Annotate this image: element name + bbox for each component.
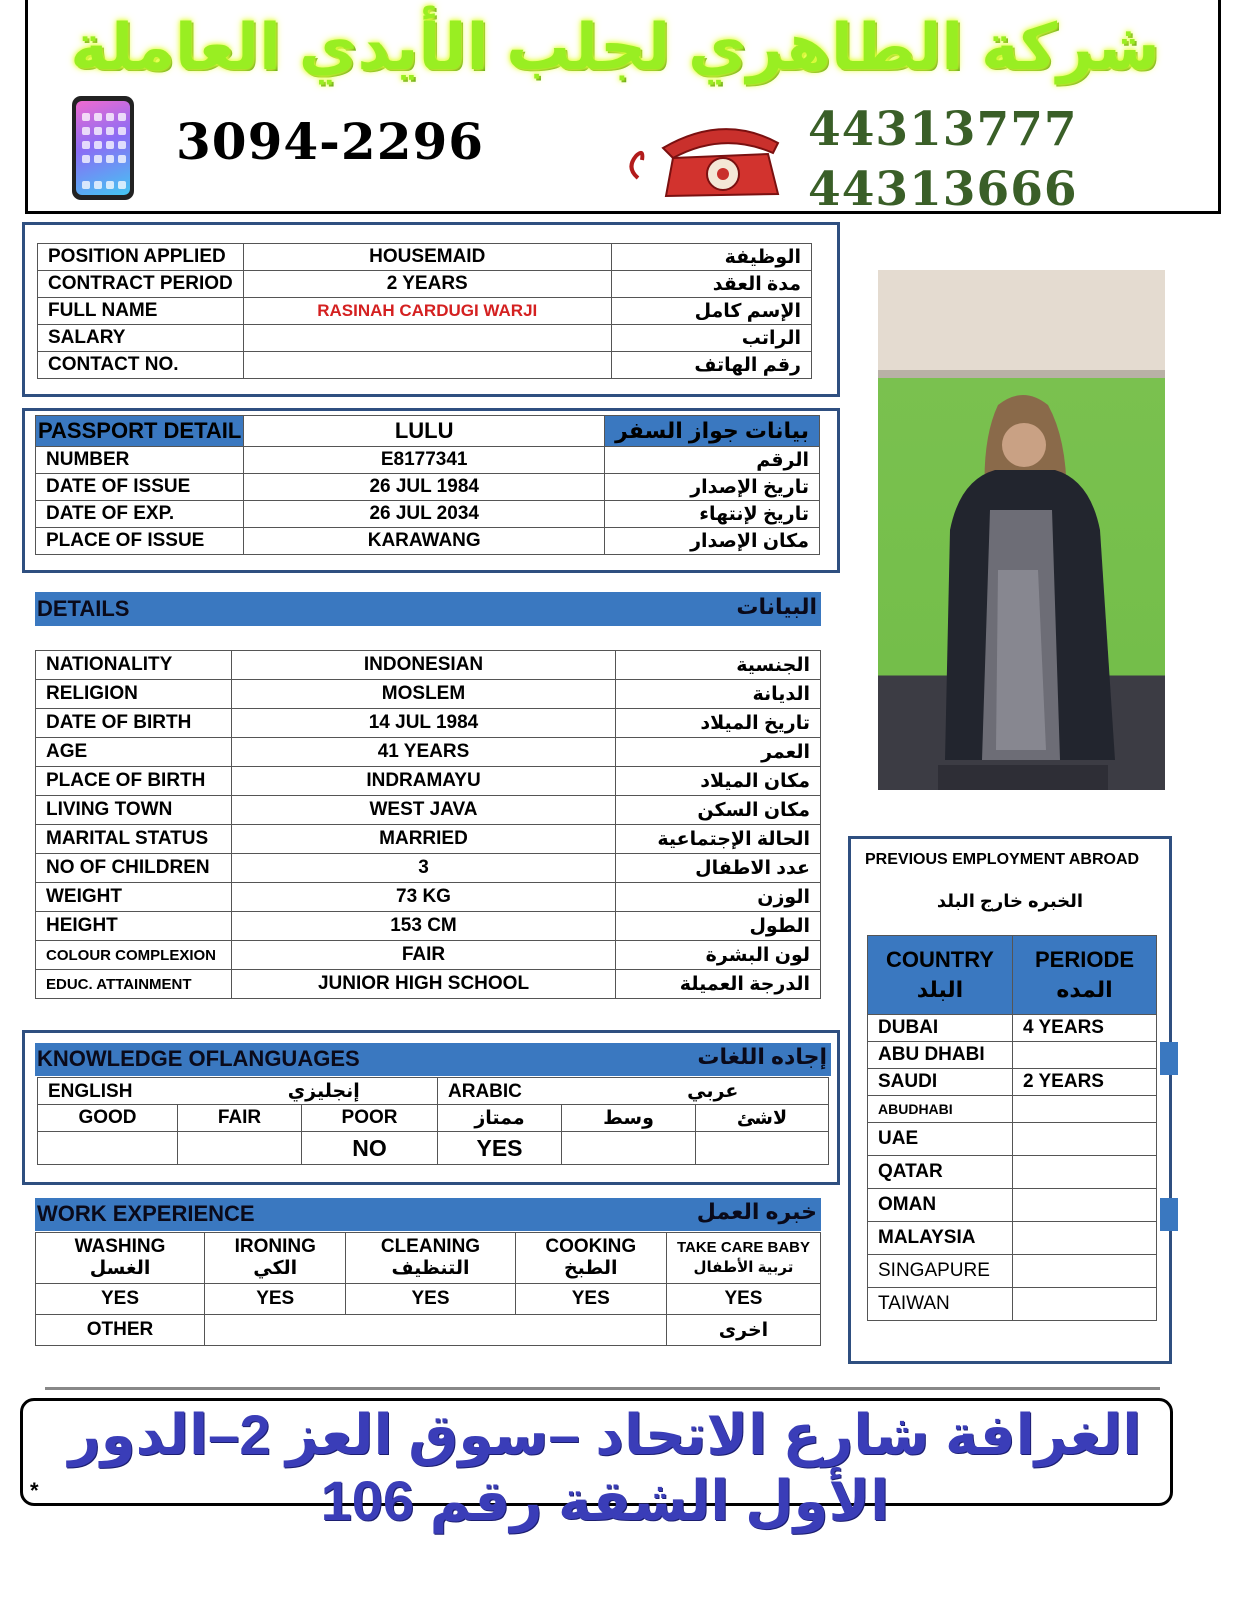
level-good: GOOD — [38, 1105, 178, 1132]
contact-label: CONTACT NO. — [38, 352, 244, 379]
arabic-none-value — [696, 1132, 829, 1165]
mobile-phone-icon — [72, 96, 134, 200]
skill-label: COOKING — [545, 1236, 637, 1257]
table-row — [36, 651, 821, 680]
pob-label: PLACE OF BIRTH — [36, 767, 232, 796]
application-box — [22, 222, 840, 397]
full-name-value: RASINAH CARDUGI WARJI — [243, 298, 611, 325]
pob-label-ar: مكان الميلاد — [616, 767, 821, 796]
skill-label-ar: الغسل — [89, 1258, 151, 1279]
passport-box — [22, 408, 840, 573]
table-row — [38, 244, 812, 271]
passport-table — [35, 415, 820, 555]
education-label-ar: الدرجة العميلة — [616, 970, 821, 999]
skill-label: CLEANING — [380, 1236, 481, 1257]
passport-title: PASSPORT DETAIL — [36, 416, 244, 447]
other-row — [36, 1315, 821, 1346]
weight-label-ar: الوزن — [616, 883, 821, 912]
table-row — [868, 1069, 1157, 1096]
details-title-ar: البيانات — [736, 594, 817, 619]
table-row — [38, 325, 812, 352]
table-row — [36, 825, 821, 854]
issue-date-label: DATE OF ISSUE — [36, 474, 244, 501]
work-title-ar: خبره العمل — [696, 1199, 817, 1224]
children-label: NO OF CHILDREN — [36, 854, 232, 883]
issue-place-label-ar: مكان الإصدار — [605, 528, 820, 555]
age-value: 41 YEARS — [232, 738, 616, 767]
living-town-label-ar: مكان السكن — [616, 796, 821, 825]
languages-box — [22, 1030, 840, 1185]
religion-label: RELIGION — [36, 680, 232, 709]
work-title: WORK EXPERIENCE — [37, 1201, 255, 1226]
dob-value: 14 JUL 1984 — [232, 709, 616, 738]
table-row — [868, 1189, 1157, 1222]
marital-label-ar: الحالة الإجتماعية — [616, 825, 821, 854]
nationality-value: INDONESIAN — [232, 651, 616, 680]
age-label: AGE — [36, 738, 232, 767]
period-cell — [1013, 1123, 1157, 1156]
country-cell: ABUDHABI — [868, 1096, 1013, 1123]
table-row — [36, 738, 821, 767]
baby-care-value: YES — [666, 1284, 820, 1315]
skill-label: IRONING — [234, 1236, 316, 1257]
country-cell: ABU DHABI — [868, 1042, 1013, 1069]
footer-mark: * — [30, 1478, 39, 1503]
skill-label-ar: تربية الأطفال — [693, 1259, 794, 1276]
level-average-ar: وسط — [562, 1105, 696, 1132]
details-table — [35, 650, 821, 999]
country-cell: UAE — [868, 1123, 1013, 1156]
level-fair: FAIR — [178, 1105, 302, 1132]
table-row — [868, 1156, 1157, 1189]
position-label-ar: الوظيفة — [611, 244, 811, 271]
ironing-value: YES — [205, 1284, 346, 1315]
country-cell: TAIWAN — [868, 1288, 1013, 1321]
arabic-label-ar: عربي — [687, 1080, 739, 1102]
table-row — [38, 298, 812, 325]
period-cell — [1013, 1156, 1157, 1189]
country-cell: DUBAI — [868, 1015, 1013, 1042]
dob-label: DATE OF BIRTH — [36, 709, 232, 738]
living-town-label: LIVING TOWN — [36, 796, 232, 825]
applicant-figure — [878, 270, 1165, 790]
full-name-label-ar: الإسم كامل — [611, 298, 811, 325]
nationality-label: NATIONALITY — [36, 651, 232, 680]
languages-title: KNOWLEDGE OFLANGUAGES — [37, 1046, 360, 1071]
full-name-label: FULL NAME — [38, 298, 244, 325]
language-values-row — [38, 1132, 829, 1165]
cooking-value: YES — [515, 1284, 666, 1315]
mobile-number: 3094-2296 — [176, 112, 485, 171]
english-poor-value: NO — [302, 1132, 438, 1165]
table-row — [36, 501, 820, 528]
skill-label: TAKE CARE BABY — [676, 1239, 810, 1256]
expiry-date-label: DATE OF EXP. — [36, 501, 244, 528]
arabic-cell — [438, 1078, 829, 1105]
education-value: JUNIOR HIGH SCHOOL — [232, 970, 616, 999]
passport-number-label: NUMBER — [36, 447, 244, 474]
passport-header-row — [36, 416, 820, 447]
footer-divider — [45, 1387, 1160, 1390]
prev-employment-table — [867, 935, 1157, 1321]
landline-number-1: 44313777 — [808, 102, 1078, 157]
table-row — [868, 1096, 1157, 1123]
children-value: 3 — [232, 854, 616, 883]
work-table — [35, 1232, 821, 1346]
nationality-label-ar: الجنسية — [616, 651, 821, 680]
country-cell: QATAR — [868, 1156, 1013, 1189]
issue-place-value: KARAWANG — [244, 528, 605, 555]
country-column-header — [868, 936, 1013, 1015]
skills-row — [36, 1233, 821, 1284]
complexion-label-ar: لون البشرة — [616, 941, 821, 970]
previous-employment-box — [848, 836, 1172, 1364]
table-row — [868, 1123, 1157, 1156]
cleaning-skill — [346, 1233, 515, 1284]
country-cell: OMAN — [868, 1189, 1013, 1222]
pob-value: INDRAMAYU — [232, 767, 616, 796]
level-excellent-ar: ممتاز — [438, 1105, 562, 1132]
english-fair-value — [178, 1132, 302, 1165]
washing-skill — [36, 1233, 205, 1284]
landline-number-2: 44313666 — [808, 162, 1078, 217]
table-row — [868, 1015, 1157, 1042]
english-good-value — [38, 1132, 178, 1165]
details-header — [35, 592, 821, 626]
issue-place-label: PLACE OF ISSUE — [36, 528, 244, 555]
height-label-ar: الطول — [616, 912, 821, 941]
other-label: OTHER — [36, 1315, 205, 1346]
table-row — [868, 1042, 1157, 1069]
language-names-row — [38, 1078, 829, 1105]
height-label: HEIGHT — [36, 912, 232, 941]
applicant-photo — [878, 270, 1165, 790]
expiry-date-label-ar: تاريخ لإنتهاء — [605, 501, 820, 528]
salary-label: SALARY — [38, 325, 244, 352]
english-cell — [38, 1078, 438, 1105]
height-value: 153 CM — [232, 912, 616, 941]
english-label: ENGLISH — [48, 1080, 133, 1102]
education-label: EDUC. ATTAINMENT — [36, 970, 232, 999]
contact-label-ar: رقم الهاتف — [611, 352, 811, 379]
table-row — [36, 912, 821, 941]
period-cell: 2 YEARS — [1013, 1069, 1157, 1096]
footer-address: الغرافة شارع الاتحاد –سوق العز 2–الدور الأول الشقة رقم 106 — [68, 1403, 1142, 1532]
skills-values-row — [36, 1284, 821, 1315]
table-row — [36, 447, 820, 474]
ironing-skill — [205, 1233, 346, 1284]
prev-employment-title-ar: الخبره خارج البلد — [936, 891, 1084, 911]
prev-employment-header — [868, 936, 1157, 1015]
skill-label-ar: الكي — [253, 1258, 298, 1279]
prev-employment-title: PREVIOUS EMPLOYMENT ABROAD — [865, 851, 1140, 868]
table-row — [36, 680, 821, 709]
country-cell: MALAYSIA — [868, 1222, 1013, 1255]
table-row — [36, 941, 821, 970]
other-label-ar: اخرى — [666, 1315, 820, 1346]
skill-label-ar: التنظيف — [391, 1258, 470, 1279]
table-row — [36, 474, 820, 501]
table-row — [38, 271, 812, 298]
cleaning-value: YES — [346, 1284, 515, 1315]
other-value — [205, 1315, 667, 1346]
languages-bar-extension — [1160, 1042, 1178, 1075]
table-row — [36, 970, 821, 999]
level-poor: POOR — [302, 1105, 438, 1132]
contract-label: CONTRACT PERIOD — [38, 271, 244, 298]
landline-numbers — [808, 100, 1078, 220]
application-table — [37, 243, 812, 379]
level-none-ar: لاشئ — [696, 1105, 829, 1132]
period-header-en: PERIODE — [1034, 947, 1135, 972]
period-cell — [1013, 1288, 1157, 1321]
contract-label-ar: مدة العقد — [611, 271, 811, 298]
dob-label-ar: تاريخ الميلاد — [616, 709, 821, 738]
issue-date-value: 26 JUL 1984 — [244, 474, 605, 501]
work-bar-extension — [1160, 1198, 1178, 1231]
table-row — [36, 854, 821, 883]
children-label-ar: عدد الاطفال — [616, 854, 821, 883]
salary-value — [243, 325, 611, 352]
period-column-header — [1013, 936, 1157, 1015]
work-header — [35, 1198, 821, 1231]
country-header-en: COUNTRY — [886, 947, 994, 972]
country-header-ar: البلد — [916, 977, 964, 1002]
passport-code: LULU — [244, 416, 605, 447]
languages-title-ar: إجاده اللغات — [697, 1044, 827, 1069]
company-name: شركة الطاهري لجلب الأيدي العاملة — [70, 11, 1160, 83]
weight-label: WEIGHT — [36, 883, 232, 912]
period-cell — [1013, 1222, 1157, 1255]
religion-value: MOSLEM — [232, 680, 616, 709]
country-cell: SAUDI — [868, 1069, 1013, 1096]
position-value: HOUSEMAID — [243, 244, 611, 271]
baby-care-skill — [666, 1233, 820, 1284]
languages-table — [37, 1077, 829, 1165]
contact-value — [243, 352, 611, 379]
arabic-average-value — [562, 1132, 696, 1165]
cooking-skill — [515, 1233, 666, 1284]
arabic-excellent-value: YES — [438, 1132, 562, 1165]
table-row — [36, 528, 820, 555]
period-cell — [1013, 1255, 1157, 1288]
period-cell — [1013, 1096, 1157, 1123]
table-row — [868, 1288, 1157, 1321]
age-label-ar: العمر — [616, 738, 821, 767]
table-row — [36, 767, 821, 796]
issue-date-label-ar: تاريخ الإصدار — [605, 474, 820, 501]
position-label: POSITION APPLIED — [38, 244, 244, 271]
details-title: DETAILS — [37, 596, 130, 621]
table-row — [868, 1222, 1157, 1255]
complexion-value: FAIR — [232, 941, 616, 970]
language-levels-row — [38, 1105, 829, 1132]
table-row — [38, 352, 812, 379]
languages-header — [35, 1043, 831, 1076]
telephone-icon — [628, 118, 788, 198]
country-cell: SINGAPURE — [868, 1255, 1013, 1288]
passport-number-value: E8177341 — [244, 447, 605, 474]
living-town-value: WEST JAVA — [232, 796, 616, 825]
salary-label-ar: الراتب — [611, 325, 811, 352]
expiry-date-value: 26 JUL 2034 — [244, 501, 605, 528]
table-row — [36, 796, 821, 825]
period-cell — [1013, 1189, 1157, 1222]
skill-label-ar: الطبخ — [563, 1258, 618, 1279]
period-cell: 4 YEARS — [1013, 1015, 1157, 1042]
washing-value: YES — [36, 1284, 205, 1315]
english-label-ar: إنجليزي — [287, 1080, 360, 1102]
passport-number-label-ar: الرقم — [605, 447, 820, 474]
marital-value: MARRIED — [232, 825, 616, 854]
period-cell — [1013, 1042, 1157, 1069]
contract-value: 2 YEARS — [243, 271, 611, 298]
religion-label-ar: الديانة — [616, 680, 821, 709]
weight-value: 73 KG — [232, 883, 616, 912]
table-row — [36, 883, 821, 912]
arabic-label: ARABIC — [448, 1080, 522, 1102]
table-row — [868, 1255, 1157, 1288]
skill-label: WASHING — [74, 1236, 166, 1257]
table-row — [36, 709, 821, 738]
passport-title-ar: بيانات جواز السفر — [605, 416, 820, 447]
marital-label: MARITAL STATUS — [36, 825, 232, 854]
complexion-label: COLOUR COMPLEXION — [36, 941, 232, 970]
period-header-ar: المده — [1056, 977, 1113, 1002]
